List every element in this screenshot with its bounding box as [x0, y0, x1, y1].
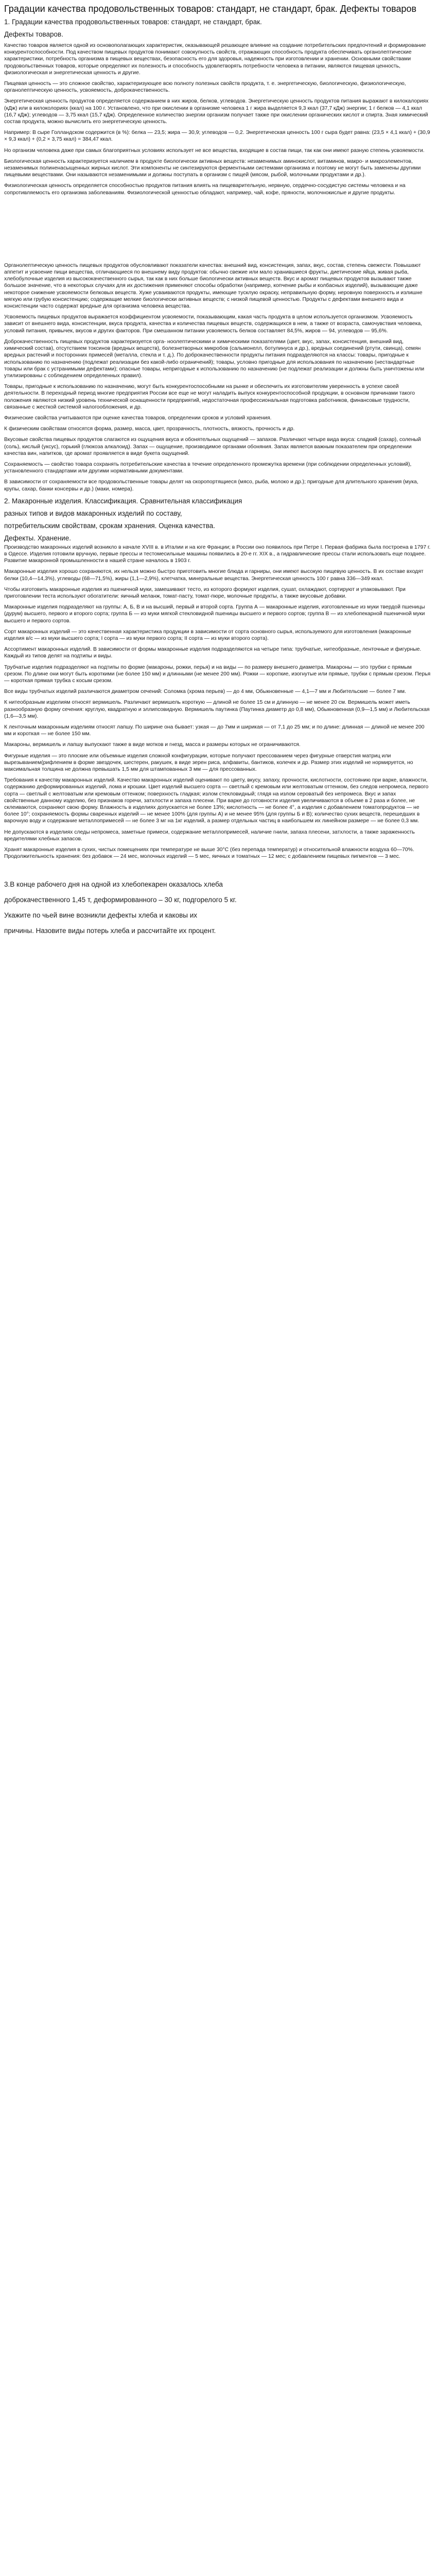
paragraph: Биологическая ценность характеризуется наличием в продукте биологически активных веществ: незаменимых аминокислот, витаминов, макро- и микроэлементов, незаменимых полиненасыщенных жирных кислот. Эти компоненты не синтезируются ферментными системами организма и поэтому не могут быть заменены другими пищевыми веществами. Они называются незаменимыми и должны поступать в организм с пищей (мясом, рыбой, молочными продуктами и др.).: [4, 158, 421, 178]
paragraph: Требования к качеству макаронных изделий. Качество макаронных изделий оценивают по цвету, вкусу, запаху, прочности, кислотности, состоянию при варке, влажности, содержанию деформированных изделий, лома и крошки. Цвет изделий высшего сорта — светлый с кремовым или желтоватым оттенком, без следов непромеса, первого сорта — светлый с желтоватым или кремовым оттенком; поверхность гладкая; излом стекловидный; глядя на излом сероватый без непромеса. Вкус и запах свойственные данному изделию, без признаков горечи, затхлости и запаха плесени. При варке до готовности изделия увеличиваются в объеме в 2 раза и более, не склеиваются, сохраняют свою форму. Влажность в изделиях допускается не более 13%; кислотность — не более 4°, а изделия с добавлением томатопродуктов — не более 10°; сохраняемость формы сваренных изделий — не менее 100% (для группы А) и не менее 95% (для группы Б и В); количество сухих веществ, перешедших в варочную воду и содержание металлопримесей — не более 3 мг на 1кг изделий, а размер отдельных частиц в наибольшем их линейном размере — не более 0,3 мм.: [4, 777, 429, 824]
section-2-heading-line-2: разных типов и видов макаронных изделий по составу,: [4, 509, 182, 517]
task-block: [4, 879, 432, 936]
paragraph: Хранят макаронные изделия в сухих, чистых помещениях при температуре не выше 30°C (без перепада температур) и относительной влажности воздуха 60—70%. Продолжительность хранения: без добавок — 24 мес, молочных изделий — 5 мес, яичных и томатных — 12 мес; с добавлением пищевых пигментов — 3 мес.: [4, 847, 414, 860]
paragraph: Качество товаров является одной из основополагающих характеристик, оказывающей решающее влияние на создание потребительских предпочтений и формирование конкурентоспособности. Под качеством пищевых продуктов понимают совокупность свойств, отражающих способность продукта обеспечивать органолептические характеристики, потребность организма в пищевых веществах, безопасность его для здоровья, надежность при изготовлении и хранении. Основными свойствами продовольственных товаров, которые определяют их полезность и способность удовлетворять потребности человека в питании, являются пищевая ценность, физиологическая и энергетическая ценность и другие.: [4, 43, 426, 76]
section-1-subheading: Дефекты товаров.: [4, 30, 63, 38]
task-line: 3.В конце рабочего дня на одной из хлебопекарен оказалось хлеба: [4, 880, 223, 889]
paragraph: Например: В сыре Голландском содержится (в %): белка — 23,5; жира — 30,9; углеводов — 0,2. Энергетическая ценность 100 г сыра будет равна: (23,5 × 4,1 ккал) + (30,9 × 9,3 ккал) + (0,2 × 3,75 ккал) = 384,47 ккал.: [4, 130, 430, 143]
paragraph: Ассортимент макаронных изделий. В зависимости от формы макаронные изделия подразделяются на четыре типа: трубчатые, нитеобразные, ленточные и фигурные. Каждый из типов делят на подтипы и виды.: [4, 647, 422, 659]
task-line: причины. Назовите виды потерь хлеба и рассчитайте их процент.: [4, 927, 216, 935]
section-1-heading: 1. Градации качества продовольственных товаров: стандарт, не стандарт, брак.: [4, 18, 262, 26]
paragraph: Все виды трубчатых изделий различаются диаметром сечений: Соломка (хрома перьев) — до 4 мм, Обыкновенные — 4,1—7 мм и Любительские — более 7 мм.: [4, 689, 406, 695]
section-2-body: [4, 544, 432, 860]
paragraph: Макаронные изделия хорошо сохраняются, их нельзя можно быстро приготовить многие блюда и гарниры, они имеют высокую пищевую ценность. В их составе входят белки (10,4—14,3%), углеводы (68—71,5%), жиры (1,1—2,9%), клетчатка, минеральные вещества. Энергетическая ценность 100 г равна 336—349 ккал.: [4, 569, 424, 582]
blank-space: [4, 200, 432, 262]
section-2-heading: 2. Макаронные изделия. Классификация. Сравнительная классификация: [4, 497, 242, 505]
section-1b-body: [4, 262, 432, 493]
document-page: [0, 0, 436, 957]
paragraph: Не допускаются в изделиях следы непромеса, заметные примеси, содержание металлопримесей, наличие гнили, запаха плесени, затхлости, а также зараженность вредителями хлебных запасов.: [4, 829, 415, 842]
document-title: Градации качества продовольственных товаров: стандарт, не стандарт, брак. Дефекты товаров: [4, 4, 416, 14]
task-line: доброкачественного 1,45 т, деформированного – 30 кг, подгорелого 5 кг.: [4, 896, 237, 904]
task-line: Укажите по чьей вине возникли дефекты хлеба и каковы их: [4, 911, 198, 920]
paragraph: Чтобы изготовить макаронные изделия из пшеничной муки, замешивают тесто, из которого формуют изделия, сушат, охлаждают, сортируют и упаковывают. При приготовлении теста используют обогатители: яичный меланж, томат-пасту, томат-пюре, молочные продукты, а также вкусовые добавки.: [4, 586, 406, 599]
paragraph: Сохраняемость — свойство товара сохранять потребительские качества в течение определенного промежутка времени (при соблюдении определенных условий), установленного стандартами или другими нормативными документами.: [4, 461, 412, 474]
paragraph: Сорт макаронных изделий — это качественная характеристика продукции в зависимости от сорта основного сырья, используемого для изготовления (макаронные изделия в/с — из муки высшего сорта; I сорта — из муки первого сорта; II сорта — из муки второго сорта).: [4, 629, 411, 641]
paragraph: К ленточным макаронным изделиям относят лапшу. По ширине она бывает: узкая — до 7мм и ширикая — от 7,1 до 25 мм; и по длине: длинная — длиной не менее 200 мм и короткая — не более 150 мм.: [4, 724, 425, 737]
paragraph: Но организм человека даже при самых благоприятных условиях использует не все вещества, входящие в состав пищи, так как они имеют разную степень усвояемости.: [4, 147, 425, 154]
section-2-heading-line-3: потребительским свойствам, срокам хранения. Оценка качества.: [4, 521, 215, 530]
paragraph: Пищевая ценность — это сложное свойство, характеризующее всю полноту полезных свойств продукта, т. е. энергетическую, биологическую, физиологическую, органолептическую ценность, усвояемость, доброкачественность.: [4, 81, 406, 94]
paragraph: Макаронные изделия подразделяют на группы: А, Б, В и на высший, первый и второй сорта. Группа А — макаронные изделия, изготовленные из муки твердой пшеницы (дурум) высшего, первого и второго сорта; группа Б — из муки мягкой стекловидной пшеницы высшего и первого сортов; группа В — из хлебопекарной пшеничной муки высшего и первого сортов.: [4, 604, 425, 624]
paragraph: В зависимости от сохраняемости все продовольственные товары делят на скоропортящиеся (мясо, рыба, молоко и др.); пригодные для длительного хранения (мука, крупы, сахар, банки консервы и др.) (маки, номера).: [4, 479, 418, 492]
paragraph: К физическим свойствам относятся форма, размер, масса, цвет, прозрачность, плотность, вязкость, прочность и др.: [4, 426, 295, 432]
paragraph: Доброкачественность пищевых продуктов характеризуется орга- ноолептическими и химическими показателями (цвет, вкус, запах, консистенция, внешний вид, химический состав), отсутствием токсинов (вредных веществ), болезнетворных микробов (сальмонелл, ботулинуса и др.), вредных соединений (ртути, свинца), семян вредных растений и посторонних примесей (металла, стекла и т. д.). По доброкачественности продукты питания подразделяются на классы: товары, пригодные к использованию по назначению (подлежат реализации без какой-либо ограничений); товары, условно пригодные для использования по назначению (нестандартные товары или брак с устранимыми дефектами); опасные товары, непригодные к использованию по назначению (не подлежат реализации и должны быть уничтожены или утилизированы с соблюдением определенных правил).: [4, 338, 425, 379]
paragraph: Энергетическая ценность продуктов определяется содержанием в них жиров, белков, углеводов. Энергетическую ценность продуктов питания выражают в килокалориях (кДж) или в килоколориях (ккал) на 100 г. Установлено, что при окислении в организме человека 1 г жира выделяется 9,3 ккал (37,7 кДж) энергии; 1 г белков — 4,1 ккал (16,7 кДж); углеводов — 3,75 ккал (15,7 кДж). Определенное количество энергии организм получает также при окислении органических кислот и спирта. Зная химический состав продукта, можно вычислить его энергетическую ценность.: [4, 98, 429, 125]
paragraph: Макароны, вермишель и лапшу выпускают также в виде мотков и гнезд, масса и размеры которых не ограничиваются.: [4, 742, 301, 748]
paragraph: Усвояемость пищевых продуктов выражается коэффициентом усвояемости, показывающим, какая часть продукта в целом используется организмом. Усвояемость зависит от внешнего вида, консистенции, вкуса продукта, качества и количества пищевых веществ, содержащихся в нем, а также от возраста, самочувствия человека, условий питания, привычек, вкусов и других факторов. При смешанном питании усвояемость белков составляет 84,5%, жиров — 94, углеводов — 95,6%.: [4, 314, 423, 334]
paragraph: Фигурные изделия — это плоские или объемные изделия сложной конфигурации, которые получают прессованием через фигурные отверстия матриц или вырезыванием(рифлением в форме звездочек, шестерен, ракушек, в виде зерен риса, алфавиты, бантиков, колечек и др. Размер этих изделий не нормируется, но максимальная толщина не должна превышать 1,5 мм для штампованных 3 мм — для прессованных.: [4, 753, 413, 773]
paragraph: Физические свойства учитываются при оценке качества товаров, определении сроков и условий хранения.: [4, 415, 272, 421]
section-1-body: [4, 42, 432, 196]
paragraph: Органолептическую ценность пищевых продуктов обусловливают показатели качества: внешний вид, консистенция, запах, вкус, состав, степень свежести. Повышают аппетит и усвоение пищи вещества, отличающиеся по внешнему виду продуктов: обычно свежие или мало хранившиеся фрукты, диетические яйца, живая рыба, хлебобулочные изделия из высококачественного сырья, так как в них больше биологически активных веществ. Вкус и аромат пищевых продуктов вызывают также большое значение, что в некоторых случаях для их достижения применяют способы обработки (например, копчение рыбы и колбасных изделий), вызывающие даже некоторое снижение усвояемости белковых веществ. Хуже усваиваются продукты, имеющие тусклую окраску, неправильную форму, неровную поверхность и излишне мягкую или грубую консистенцию; содержащие мелкие биологически активных веществ; с низкой пищевой ценностью. Продукты с дефектами внешнего вида и консистенции часто содержат вредные для организма человека вещества.: [4, 262, 423, 310]
blank-space: [4, 864, 432, 874]
paragraph: Физиологическая ценность определяется способностью продуктов питания влиять на пищеварительную, нервную, сердечно-сосудистую системы человека и на сопротивляемость его организма заболеваниям. Физиологической ценностью обладают, например, чай, кофе, пряности, молочнокислые и другие продукты.: [4, 183, 406, 196]
paragraph: Товары, пригодные к использованию по назначению, могут быть конкурентоспособными на рынке и обеспечить их изготовителям уверенность в успехе своей деятельности. В переходный период многие предприятия России все еще не могут наладить выпуск конкурентоспособной продукции, в основном причинами такого положения являются низкий уровень технической оснащенности предприятий, недостаточная профессиональная подготовка работников, финансовые трудности, связанные с жесткой системой налогообложения, и др.: [4, 384, 415, 410]
paragraph: Вкусовые свойства пищевых продуктов слагаются из ощущения вкуса и обонятельных ощущений — запахов. Различают четыре вида вкуса: сладкий (сахар), соленый (соль), кислый (уксус), горький (глюкоза алкалоид). Запах — ощущение, производимое органами обоняния. Запах является важным показателем при определении качества вин, напитков, где аромат проявляется в виде букета ощущений.: [4, 437, 421, 456]
paragraph: К нитеобразным изделиям относят вермишель. Различают вермишель короткую — длиной не более 15 см и длинную — не менее 20 см. Вермишель может иметь разнообразную форму сечения: круглую, квадратную и эллипсовидную. Вермишель паутинка (Паутинка диаметр до 0,8 мм), Обыкновенная (0,9—1,5 мм) и Любительская (1,6—3,5 мм).: [4, 700, 430, 719]
paragraph: Производство макаронных изделий возникло в начале XVIII в. в Италии и на юге Франции; в России оно появилось при Петре I. Первая фабрика была построена в 1797 г. в Одессе. Изделия готовили вручную, первые прессы и тестомесильные машины появились в 20-е гг. XIX в., а гидравлические прессы стали использовать еще позднее. Развитие макаронной промышленности в нашей стране началось в 1903 г.: [4, 544, 431, 564]
section-2-heading-line-4: Дефекты. Хранение.: [4, 534, 71, 542]
paragraph: Трубчатые изделия подразделяют на подтипы по форме (макароны, рожки, перья) и на виды — по размеру внешнего диаметра. Макароны — это трубки с прямым срезом. По длине они могут быть короткими (не более 150 мм) и длинными (не менее 200 мм). Рожки — короткие, изогнутые или прямые, трубки с прямым срезом. Перья — короткая прямая трубка с косым срезом.: [4, 664, 431, 684]
